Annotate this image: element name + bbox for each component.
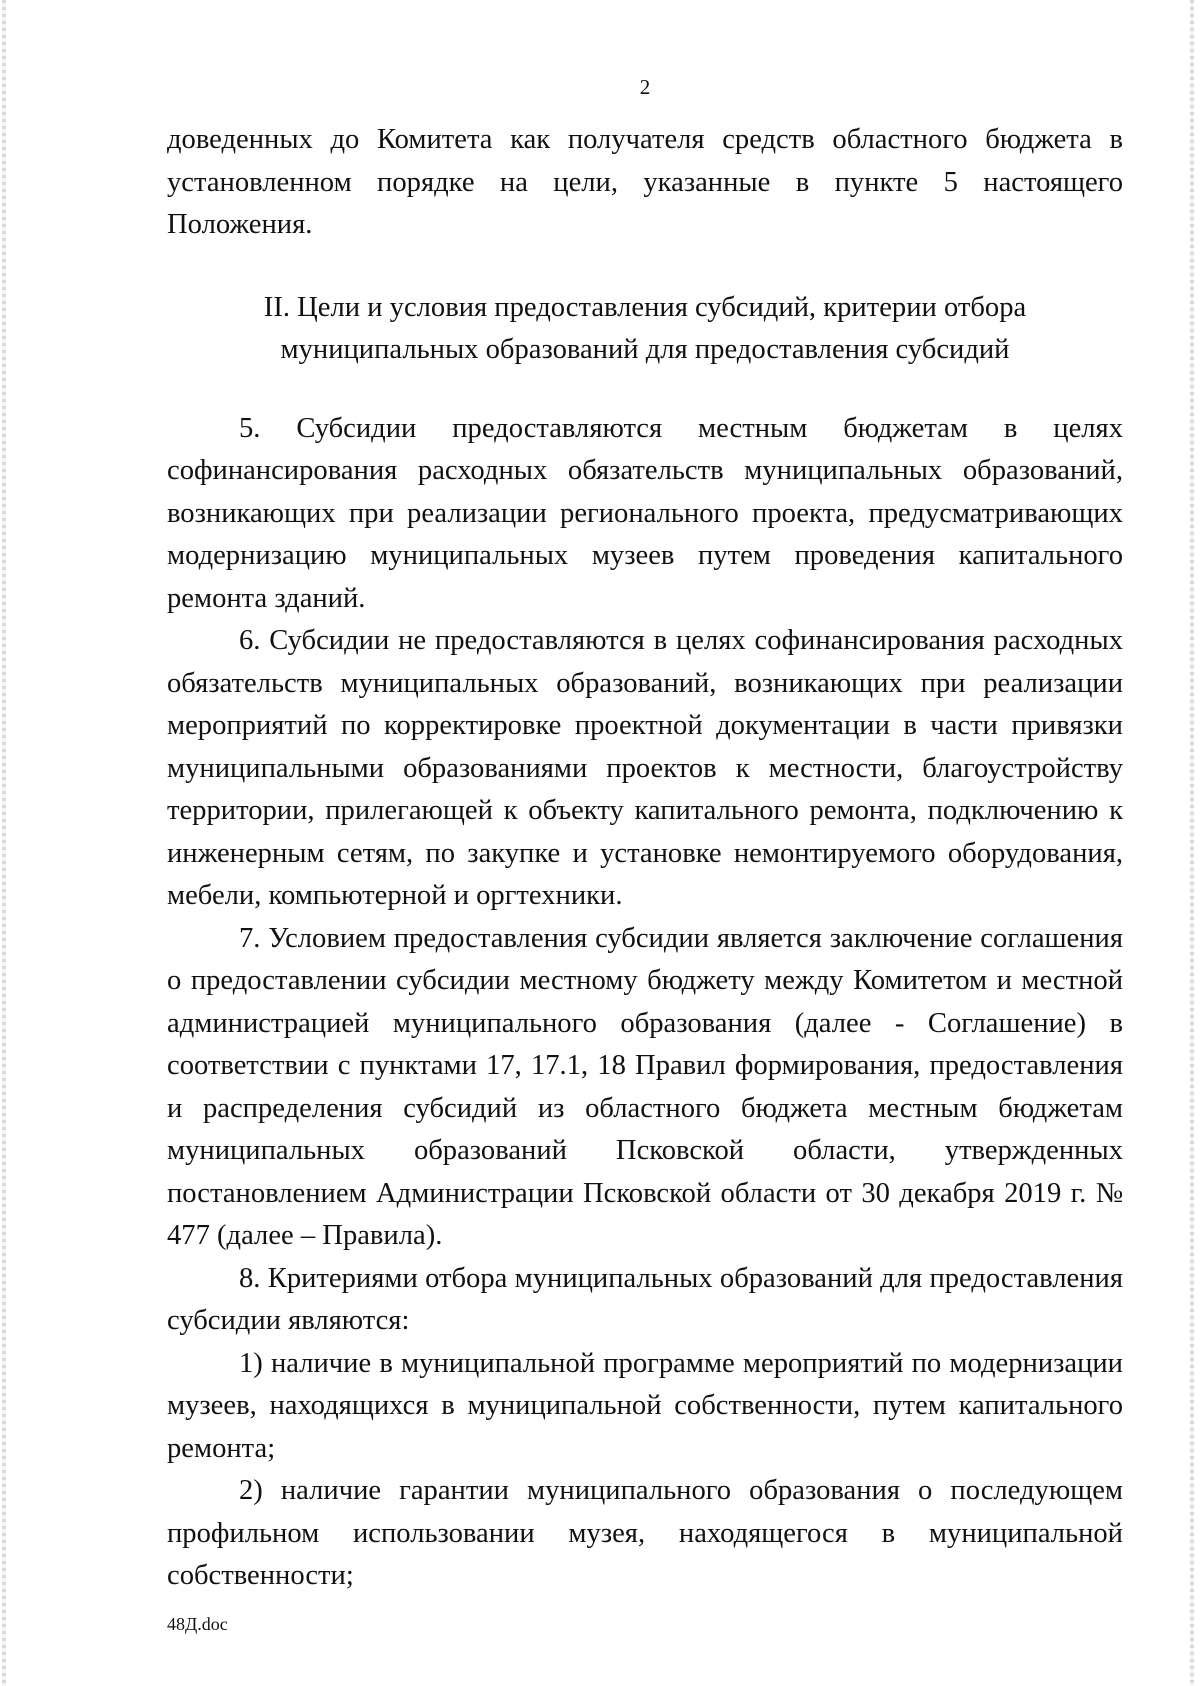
paragraph-8-item-1: 1) наличие в муниципальной программе мероприятий по модернизации музеев, находящихся в муниципальной собственности, путем капитального ремонта;	[167, 1347, 1123, 1464]
paragraph-6: 6. Субсидии не предоставляются в целях софинансирования расходных обязательств муниципальных образований, возникающих при реализации мероприятий по корректировке проектной документации в части привязки муниципальными образованиями проектов к местности, благоустройству территории, прилегающей к объекту капитального ремонта, подключению к инженерным сетям, по закупке и установке немонтируемого оборудования, мебели, компьютерной и оргтехники.	[167, 625, 1123, 911]
document-body	[167, 119, 1123, 1598]
intro-paragraph: доведенных до Комитета как получателя средств областного бюджета в установленном порядке на цели, указанные в пункте 5 настоящего Положения.	[167, 124, 1123, 240]
paragraph-8: 8. Критериями отбора муниципальных образований для предоставления субсидии являются:	[167, 1262, 1123, 1336]
paragraph-8-item-2: 2) наличие гарантии муниципального образования о последующем профильном использовании музея, находящегося в муниципальной собственности;	[167, 1475, 1123, 1591]
section-heading-line-1: II. Цели и условия предоставления субсидий, критерии отбора	[263, 291, 1027, 323]
section-heading	[167, 287, 1123, 372]
scan-edge-right	[1190, 0, 1194, 1686]
paragraph-5: 5. Субсидии предоставляются местным бюджетам в целях софинансирования расходных обязательств муниципальных образований, возникающих при реализации регионального проекта, предусматривающих модернизацию муниципальных музеев путем проведения капитального ремонта зданий.	[167, 412, 1123, 614]
paragraph-7: 7. Условием предоставления субсидии является заключение соглашения о предоставлении субсидии местному бюджету между Комитетом и местной администрацией муниципального образования (далее - Соглашение) в соответствии с пунктами 17, 17.1, 18 Правил формирования, предоставления и распределения субсидий из областного бюджета местным бюджетам муниципальных образований Псковской области, утвержденных постановлением Администрации Псковской области от 30 декабря 2019 г. № 477 (далее – Правила).	[167, 922, 1123, 1251]
footer-filename: 48Д.doc	[167, 1614, 228, 1634]
scan-edge-left	[2, 0, 6, 1686]
section-heading-line-2: муниципальных образований для предоставления субсидий	[280, 334, 1010, 365]
page-number: 2	[639, 75, 651, 99]
